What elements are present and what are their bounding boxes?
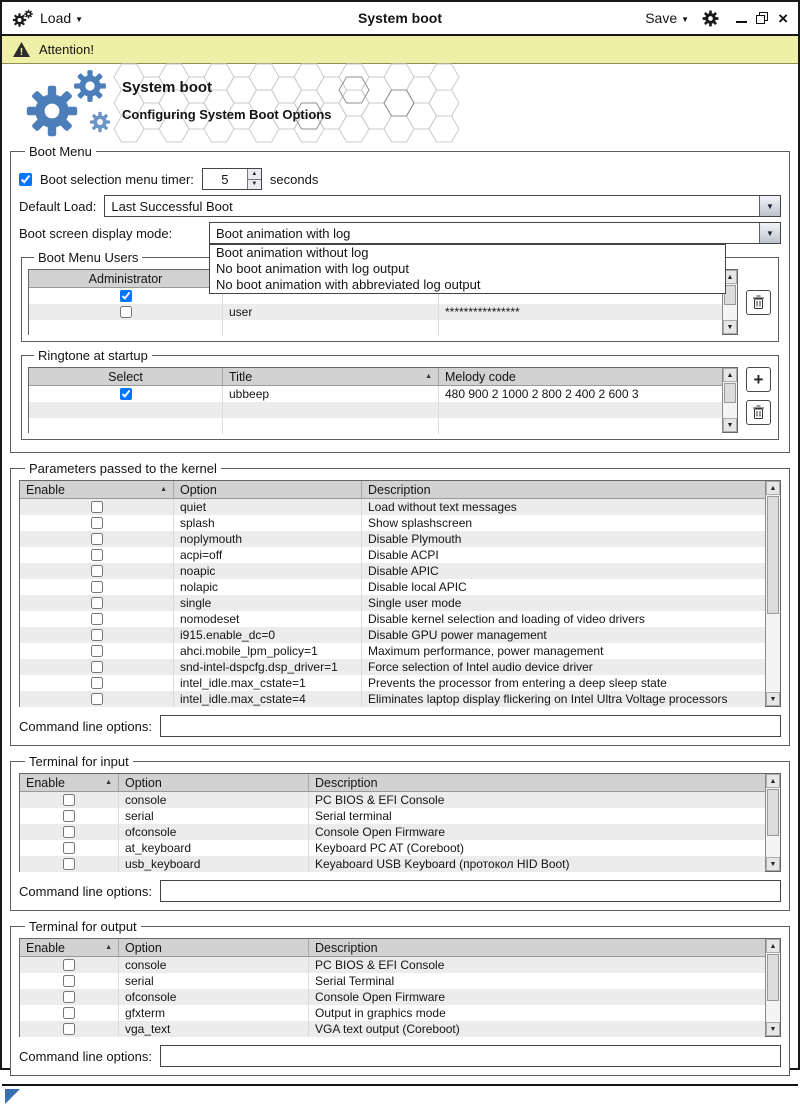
dropdown-option[interactable]: No boot animation with log output (216, 261, 409, 276)
cell-option: nomodeset (174, 611, 362, 627)
table-row[interactable] (20, 611, 765, 627)
cmdline-label: Command line options: (19, 883, 152, 899)
timer-unit: seconds (269, 171, 319, 187)
cell-description: Disable local APIC (368, 580, 467, 594)
sort-asc-icon: ▲ (105, 944, 112, 951)
kernel-cmdline-row (19, 715, 781, 737)
cell-description: Disable kernel selection and loading of video drivers (368, 612, 645, 626)
table-row[interactable] (20, 531, 765, 547)
cell-description: Eliminates laptop display flickering on Intel Ultra Voltage processors (368, 692, 728, 706)
table-row[interactable] (20, 515, 765, 531)
column-header-description[interactable]: Description (368, 482, 431, 497)
delete-ringtone-button[interactable] (746, 400, 771, 425)
table-row[interactable] (20, 1005, 765, 1021)
column-header-enable[interactable]: Enable ▲ (20, 939, 119, 956)
page-subtitle: Configuring System Boot Options (122, 107, 332, 122)
checkbox-cell (20, 957, 119, 973)
cell-description: Console Open Firmware (315, 825, 446, 839)
scroll-up-icon[interactable]: ▲ (766, 774, 780, 788)
cell-description: Disable Plymouth (368, 532, 462, 546)
row-checkbox[interactable] (63, 975, 75, 987)
save-menu-button[interactable] (645, 10, 689, 26)
row-checkbox[interactable] (91, 629, 103, 641)
checkbox-cell (20, 856, 119, 872)
kernel-scrollbar[interactable] (765, 481, 780, 706)
checkbox-cell (29, 288, 223, 304)
boot-menu-users-legend: Boot Menu Users (38, 250, 139, 265)
restore-button[interactable] (756, 12, 769, 24)
cell-option: quiet (174, 499, 362, 515)
table-row[interactable] (20, 840, 765, 856)
cell-option: at_keyboard (119, 840, 309, 856)
checkbox-cell (20, 792, 119, 808)
scrollbar-track[interactable] (766, 788, 780, 857)
cell-melody (439, 402, 722, 418)
terminal-input-cmdline-input[interactable] (160, 880, 781, 902)
cell-description: Prevents the processor from entering a deep sleep state (368, 676, 667, 690)
row-checkbox[interactable] (91, 549, 103, 561)
display-mode-value: Boot animation with log (216, 225, 351, 241)
column-header-title[interactable]: Title ▲ (223, 368, 439, 385)
spin-down-icon[interactable]: ▼ (248, 180, 261, 190)
table-row[interactable] (20, 547, 765, 563)
cell-option: serial (119, 808, 309, 824)
terminal-output-table (19, 938, 781, 1037)
kernel-params-table (19, 480, 781, 707)
resize-grip[interactable] (5, 1089, 20, 1104)
scrollbar-thumb[interactable] (724, 383, 736, 403)
table-row[interactable] (20, 957, 765, 973)
ringtone-legend: Ringtone at startup (38, 348, 148, 363)
timer-value: 5 (221, 171, 229, 187)
scroll-down-icon[interactable]: ▼ (723, 320, 737, 334)
terminal-input-table (19, 773, 781, 872)
checkbox-cell (20, 643, 174, 659)
table-row[interactable] (20, 824, 765, 840)
page-title: System boot (122, 79, 213, 96)
checkbox-cell (20, 989, 119, 1005)
terminal-input-header (20, 774, 765, 792)
column-header-description[interactable]: Description (315, 940, 378, 955)
spin-up-icon[interactable]: ▲ (248, 169, 261, 180)
checkbox-cell (29, 402, 223, 418)
terminal-output-header (20, 939, 765, 957)
row-checkbox[interactable] (91, 613, 103, 625)
checkbox-cell (20, 840, 119, 856)
chevron-down-icon: ▼ (681, 14, 690, 24)
column-header-option[interactable]: Option (119, 774, 309, 791)
cell-description: Serial Terminal (315, 974, 395, 988)
table-row[interactable] (20, 627, 765, 643)
scroll-up-icon[interactable]: ▲ (723, 368, 737, 382)
terminal-output-group (10, 919, 790, 1076)
table-row[interactable] (29, 386, 722, 402)
cell-option: noplymouth (174, 531, 362, 547)
hexagon-pattern (114, 64, 459, 142)
cell-title (223, 418, 439, 434)
row-checkbox[interactable] (120, 388, 132, 400)
cell-description: VGA text output (Coreboot) (315, 1022, 460, 1036)
save-menu-label: Save (645, 10, 678, 26)
cell-option: nolapic (174, 579, 362, 595)
cell-description: Keyboard PC AT (Coreboot) (315, 841, 464, 855)
checkbox-cell (20, 691, 174, 707)
cell-login: user (223, 304, 439, 320)
checkbox-cell (20, 499, 174, 515)
row-checkbox[interactable] (120, 290, 132, 302)
cell-password (439, 320, 722, 336)
cell-option: ofconsole (119, 824, 309, 840)
scrollbar-thumb[interactable] (767, 954, 779, 1001)
cell-option: intel_idle.max_cstate=4 (174, 691, 362, 707)
empty-row (29, 418, 722, 434)
ringtone-group (21, 348, 779, 440)
terminal-input-group (10, 754, 790, 911)
cell-description: Disable GPU power management (368, 628, 547, 642)
boot-menu-legend: Boot Menu (29, 144, 92, 159)
timer-row (19, 168, 781, 190)
cell-login (223, 320, 439, 336)
cell-melody (439, 418, 722, 434)
trash-icon (752, 295, 765, 310)
table-row[interactable] (20, 659, 765, 675)
terminal-input-legend: Terminal for input (29, 754, 129, 769)
cell-description: Force selection of Intel audio device driver (368, 660, 593, 674)
svg-text:!: ! (19, 47, 24, 59)
kernel-params-group (10, 461, 790, 746)
scrollbar-thumb[interactable] (767, 496, 779, 614)
checkbox-cell (20, 973, 119, 989)
display-mode-label: Boot screen display mode: (19, 225, 173, 241)
row-checkbox[interactable] (63, 1023, 75, 1035)
ringtone-table-body (29, 386, 722, 434)
row-checkbox[interactable] (91, 693, 103, 705)
add-ringtone-button[interactable] (746, 367, 771, 392)
checkbox-cell (29, 418, 223, 434)
terminal-input-scrollbar[interactable] (765, 774, 780, 871)
combo-arrow-icon[interactable]: ▼ (759, 196, 780, 216)
sort-asc-icon: ▲ (425, 373, 432, 380)
cell-title (223, 402, 439, 418)
checkbox-cell (20, 579, 174, 595)
row-checkbox[interactable] (63, 991, 75, 1003)
cell-option: splash (174, 515, 362, 531)
column-header-description[interactable]: Description (315, 775, 378, 790)
column-header-enable[interactable]: Enable ▲ (20, 481, 174, 498)
row-checkbox[interactable] (91, 677, 103, 689)
plus-icon: + (753, 369, 764, 389)
table-row[interactable] (29, 304, 722, 320)
column-header-option[interactable]: Option (174, 481, 362, 498)
kernel-table-header (20, 481, 765, 499)
table-row[interactable] (20, 691, 765, 707)
default-load-value: Last Successful Boot (111, 198, 233, 214)
cell-description: Maximum performance, power management (368, 644, 604, 658)
attention-text: Attention! (39, 42, 94, 57)
app-header (2, 64, 798, 140)
cell-option: noapic (174, 563, 362, 579)
combo-arrow-icon[interactable]: ▼ (759, 223, 780, 243)
cell-option: ofconsole (119, 989, 309, 1005)
table-row[interactable] (20, 499, 765, 515)
cell-description: Output in graphics mode (315, 1006, 446, 1020)
row-checkbox[interactable] (63, 959, 75, 971)
cell-description: Show splashscreen (368, 516, 473, 530)
row-checkbox[interactable] (63, 810, 75, 822)
column-header-enable[interactable]: Enable ▲ (20, 774, 119, 791)
empty-row (29, 320, 722, 336)
scrollbar-thumb[interactable] (767, 789, 779, 836)
minimize-button[interactable] (736, 21, 747, 23)
table-row[interactable] (20, 808, 765, 824)
cell-description: Serial terminal (315, 809, 392, 823)
table-row[interactable] (20, 1021, 765, 1037)
cell-option: snd-intel-dspcfg.dsp_driver=1 (174, 659, 362, 675)
boot-menu-group (10, 144, 790, 453)
checkbox-cell (20, 611, 174, 627)
scroll-down-icon[interactable]: ▼ (723, 418, 737, 432)
checkbox-cell (20, 1021, 119, 1037)
cell-option: console (119, 792, 309, 808)
checkbox-cell (20, 1005, 119, 1021)
scroll-up-icon[interactable]: ▲ (766, 481, 780, 495)
main-content (2, 140, 798, 1084)
cell-description: PC BIOS & EFI Console (315, 958, 445, 972)
cell-option: console (119, 957, 309, 973)
default-load-select[interactable] (104, 195, 781, 217)
cell-option: acpi=off (174, 547, 362, 563)
table-row[interactable] (20, 563, 765, 579)
warning-icon (12, 41, 31, 58)
terminal-output-cmdline-input[interactable] (160, 1045, 781, 1067)
terminal-output-legend: Terminal for output (29, 919, 137, 934)
row-checkbox[interactable] (120, 306, 132, 318)
kernel-cmdline-input[interactable] (160, 715, 781, 737)
terminal-output-scrollbar[interactable] (765, 939, 780, 1036)
ringtone-scrollbar[interactable] (722, 368, 737, 432)
checkbox-cell (29, 304, 223, 320)
checkbox-cell (20, 563, 174, 579)
checkbox-cell (20, 675, 174, 691)
cell-option: single (174, 595, 362, 611)
cell-description: Single user mode (368, 596, 462, 610)
default-load-label: Default Load: (19, 198, 97, 214)
checkbox-cell (20, 531, 174, 547)
checkbox-cell (20, 595, 174, 611)
dropdown-option[interactable]: Boot animation without log (216, 245, 369, 260)
table-row[interactable] (20, 643, 765, 659)
table-row[interactable] (20, 973, 765, 989)
row-checkbox[interactable] (63, 1007, 75, 1019)
row-checkbox[interactable] (91, 501, 103, 513)
row-checkbox[interactable] (63, 842, 75, 854)
load-menu-button[interactable] (40, 10, 83, 26)
cell-option: vga_text (119, 1021, 309, 1037)
kernel-params-legend: Parameters passed to the kernel (29, 461, 217, 476)
cell-description: Keyaboard USB Keyboard (протокол HID Boot) (315, 857, 570, 871)
cell-melody: 480 900 2 1000 2 800 2 400 2 600 3 (445, 387, 639, 401)
row-checkbox[interactable] (91, 661, 103, 673)
cmdline-label: Command line options: (19, 718, 152, 734)
delete-user-button[interactable] (746, 290, 771, 315)
cell-option: usb_keyboard (119, 856, 309, 872)
cell-option: gfxterm (119, 1005, 309, 1021)
ringtone-table-header (29, 368, 722, 386)
row-checkbox[interactable] (91, 645, 103, 657)
checkbox-cell (20, 627, 174, 643)
terminal-input-cmdline-row (19, 880, 781, 902)
column-header-option[interactable]: Option (119, 939, 309, 956)
gears-illustration (18, 66, 116, 142)
timer-label: Boot selection menu timer: (40, 171, 194, 187)
chevron-down-icon: ▼ (75, 14, 84, 24)
row-checkbox[interactable] (91, 565, 103, 577)
terminal-input-body (20, 792, 765, 872)
app-gears-icon (12, 8, 34, 28)
cell-description: Disable APIC (368, 564, 439, 578)
display-mode-dropdown-list (209, 244, 726, 294)
checkbox-cell (20, 515, 174, 531)
table-row[interactable] (20, 856, 765, 872)
checkbox-cell (20, 659, 174, 675)
cell-option: i915.enable_dc=0 (174, 627, 362, 643)
dropdown-option[interactable]: No boot animation with abbreviated log output (216, 277, 481, 292)
cell-option: serial (119, 973, 309, 989)
title-bar (2, 2, 798, 36)
close-button[interactable]: × (778, 8, 788, 28)
terminal-output-body (20, 957, 765, 1037)
row-checkbox[interactable] (63, 794, 75, 806)
column-header-melody[interactable]: Melody code (445, 369, 516, 384)
settings-gear-icon[interactable] (701, 9, 720, 28)
checkbox-cell (20, 808, 119, 824)
table-row[interactable] (20, 989, 765, 1005)
trash-icon (752, 405, 765, 420)
scrollbar-track[interactable] (766, 495, 780, 692)
column-header-select[interactable]: Select (29, 368, 223, 385)
table-row[interactable] (20, 595, 765, 611)
row-checkbox[interactable] (63, 858, 75, 870)
load-menu-label: Load (40, 10, 72, 26)
scrollbar-track[interactable] (766, 953, 780, 1022)
cell-password: **************** (445, 305, 520, 319)
checkbox-cell (20, 547, 174, 563)
checkbox-cell (29, 386, 223, 402)
timer-spinner[interactable] (202, 168, 262, 190)
row-checkbox[interactable] (91, 597, 103, 609)
row-checkbox[interactable] (91, 581, 103, 593)
kernel-table-body (20, 499, 765, 707)
cell-option: ahci.mobile_lpm_policy=1 (174, 643, 362, 659)
table-row[interactable] (20, 792, 765, 808)
status-bar (2, 1084, 798, 1110)
checkbox-cell (29, 320, 223, 336)
display-mode-select[interactable] (209, 222, 781, 244)
cell-option: intel_idle.max_cstate=1 (174, 675, 362, 691)
cell-description: Disable ACPI (368, 548, 439, 562)
table-row[interactable] (20, 675, 765, 691)
empty-row (29, 402, 722, 418)
row-checkbox[interactable] (91, 533, 103, 545)
default-load-row (19, 195, 781, 217)
scroll-down-icon[interactable]: ▼ (766, 1022, 780, 1036)
row-checkbox[interactable] (91, 517, 103, 529)
window-title: System boot (357, 10, 442, 26)
scroll-down-icon[interactable]: ▼ (766, 692, 780, 706)
scroll-down-icon[interactable]: ▼ (766, 857, 780, 871)
checkbox-cell (20, 824, 119, 840)
users-table-body (29, 288, 722, 336)
column-header-administrator[interactable]: Administrator (29, 270, 223, 287)
attention-banner (2, 36, 798, 64)
scroll-up-icon[interactable]: ▲ (766, 939, 780, 953)
terminal-output-cmdline-row (19, 1045, 781, 1067)
cell-description: Console Open Firmware (315, 990, 446, 1004)
sort-asc-icon: ▲ (105, 779, 112, 786)
scroll-up-icon[interactable]: ▲ (723, 270, 737, 284)
ringtone-table (28, 367, 738, 433)
cell-description: Load without text messages (368, 500, 517, 514)
scrollbar-track[interactable] (723, 382, 737, 418)
timer-checkbox[interactable] (19, 173, 32, 186)
cell-description: PC BIOS & EFI Console (315, 793, 445, 807)
row-checkbox[interactable] (63, 826, 75, 838)
cell-title: ubbeep (223, 386, 439, 402)
sort-asc-icon: ▲ (160, 486, 167, 493)
table-row[interactable] (20, 579, 765, 595)
cmdline-label: Command line options: (19, 1048, 152, 1064)
